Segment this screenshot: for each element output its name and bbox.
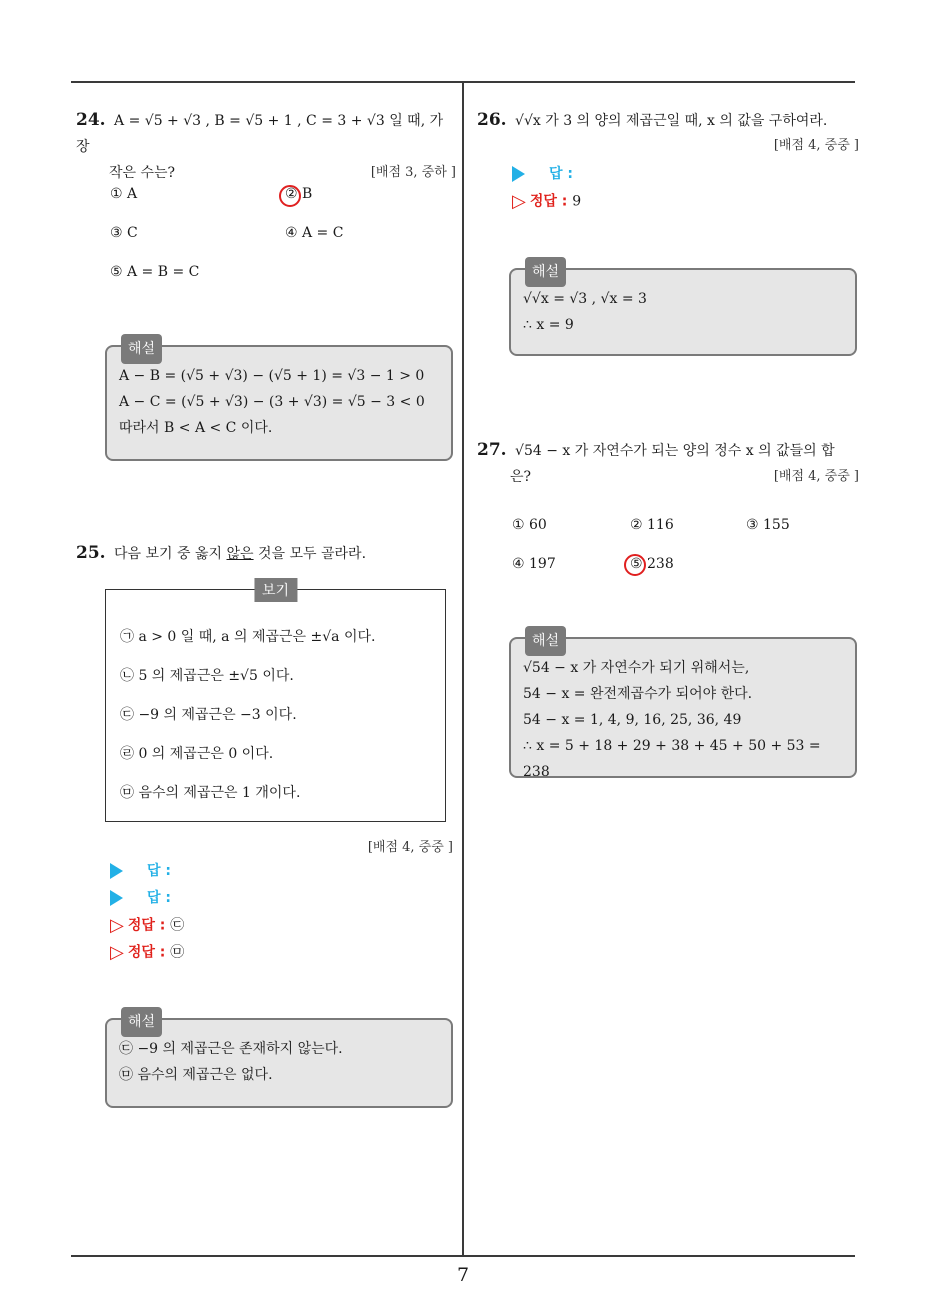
play-icon <box>110 890 123 906</box>
hollow-triangle-icon: ▷ <box>110 915 124 936</box>
q24-explanation-line-1: A − B = (√5 + √3) − (√5 + 1) = √3 − 1 > 0 <box>119 368 425 384</box>
q25-bogi-item-1: ㉠ a > 0 일 때, a 의 제곱근은 ±√a 이다. <box>120 629 376 645</box>
q26-explanation-box <box>509 264 857 356</box>
q27-explanation-line-3: 54 − x = 1, 4, 9, 16, 25, 36, 49 <box>523 712 742 728</box>
question-25-stem <box>76 540 456 567</box>
q24-explanation-line-2: A − C = (√5 + √3) − (3 + √3) = √5 − 3 < 0 <box>119 394 425 410</box>
q25-correct-label-1: 정답 : <box>127 917 166 934</box>
q24-explanation-tag: 해설 <box>121 334 162 364</box>
question-27-score: [배점 4, 중중 ] <box>773 469 859 484</box>
question-24-stem-line1: A = √5 + √3 , B = √5 + 1 , C = 3 + √3 일 때, 가장 <box>76 113 444 155</box>
q27-choice-5[interactable]: ⑤ 238 <box>630 556 674 572</box>
question-26-stem <box>477 107 859 134</box>
q27-explanation-box <box>509 633 857 780</box>
q27-choice-3[interactable]: ③ 155 <box>746 517 790 533</box>
q27-explanation-tag: 해설 <box>525 626 566 656</box>
bottom-rule <box>71 1255 855 1257</box>
q24-choice-1[interactable]: ① A <box>110 186 138 202</box>
play-icon <box>512 166 525 182</box>
question-25 <box>76 540 456 567</box>
question-25-stem-post: 것을 모두 골라라. <box>253 546 367 562</box>
question-26 <box>477 107 859 158</box>
hollow-triangle-icon: ▷ <box>110 942 124 963</box>
q27-explanation-line-4: ∴ x = 5 + 18 + 29 + 38 + 45 + 50 + 53 = 238 <box>523 738 821 780</box>
q25-answer-row-1[interactable] <box>110 858 184 885</box>
q27-choice-4[interactable]: ④ 197 <box>512 556 556 572</box>
q26-correct-value: 9 <box>572 193 582 210</box>
q26-correct-label: 정답 : <box>529 193 568 210</box>
q25-correct-value-2: ㉤ <box>170 944 185 961</box>
question-25-stem-underlined: 않은 <box>226 546 254 562</box>
q25-bogi-item-3: ㉢ −9 의 제곱근은 −3 이다. <box>120 707 297 723</box>
question-25-stem-pre: 다음 보기 중 옳지 <box>114 546 227 562</box>
q25-correct-row-2 <box>110 939 184 966</box>
q25-answer-area <box>110 858 184 966</box>
question-27-stem <box>477 437 859 490</box>
q25-explanation-tag: 해설 <box>121 1007 162 1037</box>
q25-answer-label-2: 답 : <box>147 890 171 906</box>
q25-explanation-box <box>105 1014 453 1108</box>
q24-explanation-box <box>105 341 453 461</box>
q25-explanation-line-1: ㉢ −9 의 제곱근은 존재하지 않는다. <box>119 1041 343 1057</box>
q26-correct-row <box>512 188 581 215</box>
question-25-number: 25. <box>76 543 106 563</box>
question-24-stem <box>76 107 456 186</box>
question-24-score: [배점 3, 중하 ] <box>370 165 456 180</box>
q25-bogi-item-2: ㉡ 5 의 제곱근은 ±√5 이다. <box>120 668 294 684</box>
q24-choice-3[interactable]: ③ C <box>110 225 138 241</box>
q26-explanation-tag: 해설 <box>525 257 566 287</box>
play-icon <box>110 863 123 879</box>
question-24 <box>76 107 456 186</box>
question-26-stem-line1: √√x 가 3 의 양의 제곱근일 때, x 의 값을 구하여라. <box>515 113 828 129</box>
question-25-score: [배점 4, 중중 ] <box>367 840 453 855</box>
q27-choice-1[interactable]: ① 60 <box>512 517 547 533</box>
q26-answer-label: 답 : <box>549 166 573 182</box>
q24-choice-5[interactable]: ⑤ A = B = C <box>110 264 200 280</box>
q24-choice-4[interactable]: ④ A = C <box>285 225 344 241</box>
q25-answer-label-1: 답 : <box>147 863 171 879</box>
question-24-stem-line2: 작은 수는? <box>109 165 176 181</box>
q25-explanation-line-2: ㉤ 음수의 제곱근은 없다. <box>119 1067 273 1083</box>
q25-correct-value-1: ㉢ <box>170 917 185 934</box>
q27-choice-2[interactable]: ② 116 <box>630 517 674 533</box>
question-27 <box>477 437 859 490</box>
q25-bogi-item-5: ㉤ 음수의 제곱근은 1 개이다. <box>120 785 301 801</box>
question-27-stem-line2: 은? <box>510 469 532 485</box>
q25-answer-row-2[interactable] <box>110 885 184 912</box>
q27-explanation-line-1: √54 − x 가 자연수가 되기 위해서는, <box>523 660 750 676</box>
q24-choice-2[interactable]: ② B <box>285 186 313 202</box>
q26-explanation-line-1: √√x = √3 , √x = 3 <box>523 291 647 307</box>
q25-bogi-item-4: ㉣ 0 의 제곱근은 0 이다. <box>120 746 274 762</box>
q26-answer-row[interactable] <box>512 161 581 188</box>
question-24-number: 24. <box>76 110 106 130</box>
hollow-triangle-icon: ▷ <box>512 191 526 212</box>
column-divider <box>462 82 464 1256</box>
question-26-number: 26. <box>477 110 507 130</box>
q25-bogi-tag: 보기 <box>254 578 297 602</box>
question-27-stem-line1: √54 − x 가 자연수가 되는 양의 정수 x 의 값들의 합 <box>515 443 835 459</box>
question-26-score: [배점 4, 중중 ] <box>773 138 859 153</box>
q26-explanation-line-2: ∴ x = 9 <box>523 317 574 333</box>
q25-correct-row-1 <box>110 912 184 939</box>
q26-answer-area <box>512 161 581 215</box>
q25-correct-label-2: 정답 : <box>127 944 166 961</box>
q27-explanation-line-2: 54 − x = 완전제곱수가 되어야 한다. <box>523 686 753 702</box>
q25-bogi-box <box>105 583 446 822</box>
page-number: 7 <box>456 1264 470 1286</box>
question-27-number: 27. <box>477 440 507 460</box>
q24-explanation-line-3: 따라서 B < A < C 이다. <box>119 420 273 436</box>
